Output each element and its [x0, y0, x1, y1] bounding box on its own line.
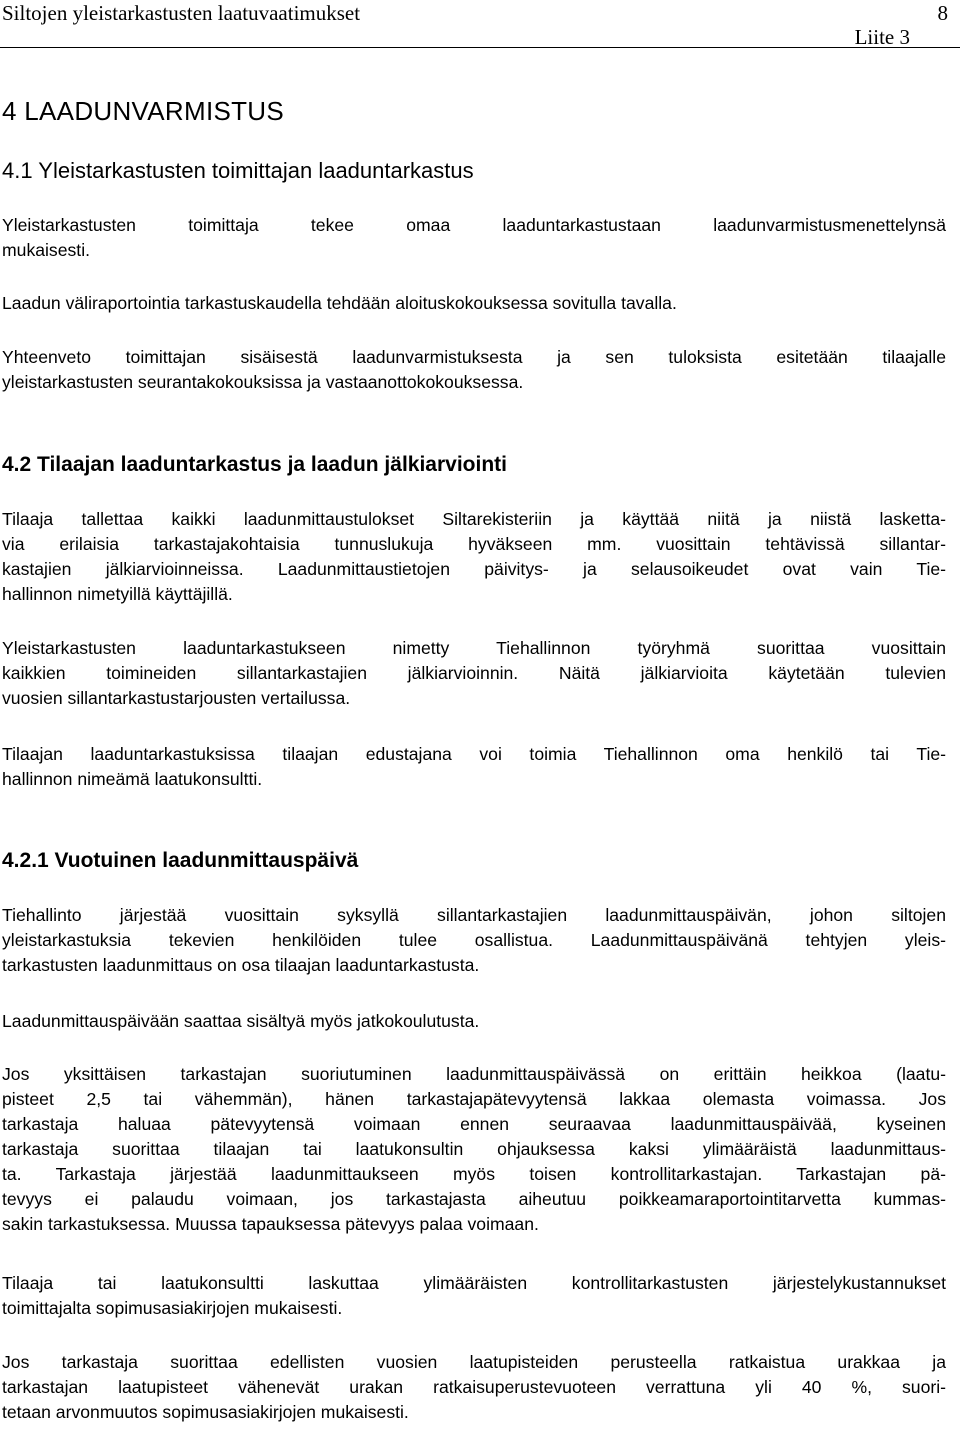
text-line: Yleistarkastusten laaduntarkastukseen nimetty Tiehallinnon työryhmä suorittaa vuosittain	[2, 638, 946, 658]
text-line: tevyys ei palaudu voimaan, jos tarkastajasta aiheutuu poikkeamaraportointitarvetta kummas-	[2, 1189, 946, 1209]
text-line: Laadunmittauspäivään saattaa sisältyä myös jatkokoulutusta.	[2, 1011, 480, 1031]
text-line: tarkastaja suorittaa tilaajan tai laatukonsultin ohjauksessa kaksi ylimääräistä laadunmittaus-	[2, 1139, 946, 1159]
text-line: tetaan arvonmuutos sopimusasiakirjojen mukaisesti.	[2, 1402, 409, 1422]
text-line: Laadun väliraportointia tarkastuskaudella tehdään aloituskokouksessa sovitulla tavalla.	[2, 293, 677, 313]
text-line: hallinnon nimeämä laatukonsultti.	[2, 769, 263, 789]
text-line: Tilaaja tai laatukonsultti laskuttaa ylimääräisten kontrollitarkastusten järjestelykustannukset	[2, 1273, 946, 1293]
section-4-2-1-paragraph-1	[2, 903, 946, 978]
text-line: Yhteenveto toimittajan sisäisestä laadunvarmistuksesta ja sen tuloksista esitetään tilaajalle	[2, 347, 946, 367]
text-line: kastajien jälkiarvioinneissa. Laadunmittaustietojen päivitys- ja selausoikeudet ovat vain Tie-	[2, 559, 946, 579]
section-4-2-1-paragraph-3	[2, 1062, 946, 1237]
text-line: vuosien sillantarkastustarjousten vertailussa.	[2, 688, 351, 708]
text-line: mukaisesti.	[2, 240, 90, 260]
document-title: Siltojen yleistarkastusten laatuvaatimukset	[2, 1, 361, 25]
section-4-2-paragraph-2	[2, 636, 946, 711]
section-4-heading: 4 LAADUNVARMISTUS	[2, 96, 285, 126]
section-4-2-heading: 4.2 Tilaajan laaduntarkastus ja laadun jälkiarviointi	[2, 453, 507, 476]
text-line: Yleistarkastusten toimittaja tekee omaa laaduntarkastustaan laadunvarmistusmenettelynsä	[2, 215, 946, 235]
text-line: Tiehallinto järjestää vuosittain syksyllä sillantarkastajien laadunmittauspäivän, johon siltojen	[2, 905, 946, 925]
section-4-2-1-paragraph-5	[2, 1350, 946, 1425]
section-4-1-paragraph-2	[2, 291, 946, 316]
section-4-2-1-paragraph-4	[2, 1271, 946, 1321]
page-header	[0, 0, 960, 52]
header-rule	[0, 47, 960, 48]
text-line: kaikkien toimineiden sillantarkastajien jälkiarvioinnin. Näitä jälkiarvioita käytetään tulevien	[2, 663, 946, 683]
section-4-1-paragraph-3	[2, 345, 946, 395]
text-line: tarkastajan laatupisteet vähenevät urakan ratkaisuperustevuoteen verrattuna yli 40 %, suori-	[2, 1377, 946, 1397]
text-line: ta. Tarkastaja järjestää laadunmittaukseen myös toisen kontrollitarkastajan. Tarkastajan pä-	[2, 1164, 946, 1184]
text-line: hallinnon nimetyillä käyttäjillä.	[2, 584, 233, 604]
section-4-1-paragraph-1	[2, 213, 946, 263]
text-line: yleistarkastusten seurantakokouksissa ja vastaanottokokouksessa.	[2, 372, 524, 392]
text-line: Tilaajan laaduntarkastuksissa tilaajan edustajana voi toimia Tiehallinnon oma henkilö tai Tie-	[2, 744, 946, 764]
text-line: tarkastusten laadunmittaus on osa tilaajan laaduntarkastusta.	[2, 955, 480, 975]
text-line: via erilaisia tarkastajakohtaisia tunnuslukuja hyväkseen mm. vuosittain tehtävissä sillantar-	[2, 534, 946, 554]
text-line: Jos yksittäisen tarkastajan suoriutuminen laadunmittauspäivässä on erittäin heikkoa (laatu-	[2, 1064, 946, 1084]
text-line: Jos tarkastaja suorittaa edellisten vuosien laatupisteiden perusteella ratkaistua urakkaa ja	[2, 1352, 946, 1372]
section-4-2-paragraph-1	[2, 507, 946, 607]
section-4-2-1-paragraph-2	[2, 1009, 946, 1034]
text-line: tarkastaja haluaa pätevyytensä voimaan ennen seuraavaa laadunmittauspäivää, kyseinen	[2, 1114, 946, 1134]
section-4-2-paragraph-3	[2, 742, 946, 792]
text-line: toimittajalta sopimusasiakirjojen mukaisesti.	[2, 1298, 343, 1318]
text-line: pisteet 2,5 tai vähemmän), hänen tarkastajapätevyytensä lakkaa olemasta voimassa. Jos	[2, 1089, 946, 1109]
section-4-2-1-heading: 4.2.1 Vuotuinen laadunmittauspäivä	[2, 849, 359, 872]
text-line: Tilaaja tallettaa kaikki laadunmittaustulokset Siltarekisteriin ja käyttää niitä ja niistä lasketta-	[2, 509, 946, 529]
page-number: 8	[937, 1, 948, 25]
section-4-1-heading: 4.1 Yleistarkastusten toimittajan laaduntarkastus	[2, 158, 474, 183]
annex-label: Liite 3	[854, 25, 910, 49]
text-line: sakin tarkastuksessa. Muussa tapauksessa pätevyys palaa voimaan.	[2, 1214, 539, 1234]
text-line: yleistarkastuksia tekevien henkilöiden tulee osallistua. Laadunmittauspäivänä tehtyjen yleis-	[2, 930, 946, 950]
